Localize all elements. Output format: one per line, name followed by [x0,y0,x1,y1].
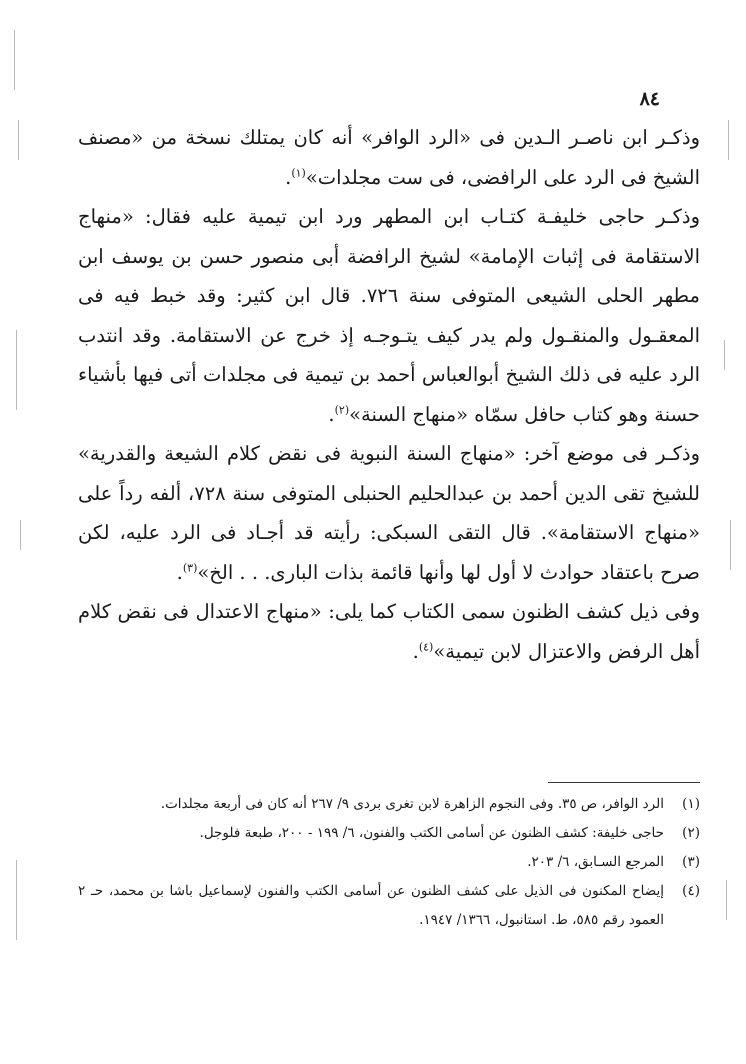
main-text [78,118,700,671]
paragraph-tail: . [285,165,292,189]
scan-edge-mark [730,520,731,570]
paragraph [78,592,700,671]
scan-edge-mark [726,880,727,920]
footnote-number: (٢) [682,825,700,841]
scan-edge-mark [18,120,19,160]
footnote-number: (٣) [682,854,700,870]
footnote [78,877,700,935]
paragraph-text: وذكـر حاجى خليفـة كتـاب ابن المطهر ورد ابن تيمية عليه فقال: «منهاج الاستقامة فى إثبات الإمامة» لشيخ الرافضة أبى منصور حسن بن يوسف ابن مطهر الحلى الشيعى المتوفى سنة ٧٢٦. قال ابن كثير: وقد خبط فيه فى المعقـول والمنقـول ولم يدر كيف يتـوجـه إذ خرج عن الاستقامة. وقد انتدب الرد عليه فى ذلك الشيخ أبوالعباس أحمد بن تيمية فى مجلدات أتى فيها بأشياء حسنة وهو كتاب حافل سمّاه «منهاج السنة» [78,205,700,426]
footnote-ref: (٣) [182,561,198,574]
scan-edge-mark [724,340,725,370]
paragraph-text: وفى ذيل كشف الظنون سمى الكتاب كما يلى: «منهاج الاعتدال فى نقض كلام أهل الرفض والاعتزال لابن تيمية» [78,600,700,663]
footnote-ref: (٢) [334,403,350,416]
footnote-separator [548,782,700,783]
scan-edge-mark [16,330,17,410]
footnote [78,848,700,877]
scan-edge-mark [16,860,17,940]
footnote-text: المرجع السـابق، ٦/ ٢٠٣. [527,854,664,870]
footnotes [78,790,700,935]
paragraph-text: وذكـر فى موضع آخر: «منهاج السنة النبوية فى نقض كلام الشيعة والقدرية» للشيخ تقى الدين أحمد بن عبدالحليم الحنبلى المتوفى سنة ٧٢٨، ألفه رداً على «منهاج الاستقامة». قال التقى السبكى: رأيته قد أجـاد فى الرد عليه، لكن صرح باعتقاد حوادث لا أول لها وأنها قائمة بذات البارى. . . الخ» [78,442,700,584]
paragraph [78,434,700,592]
footnote-text: إيضاح المكنون فى الذيل على كشف الظنون عن أسامى الكتب والفنون لإسماعيل باشا بن محمد، حـ ٢ العمود رقم ٥٨٥، ط. استانبول، ١٣٦٦/ ١٩٤٧. [78,883,664,928]
paragraph-tail: . [176,560,183,584]
scan-edge-mark [728,120,729,160]
paragraph-tail: . [328,402,335,426]
scan-edge-mark [14,30,15,90]
footnote-text: حاجى خليفة: كشف الظنون عن أسامى الكتب والفنون، ٦/ ١٩٩ - ٢٠٠، طبعة فلوجل. [199,825,664,841]
footnote [78,790,700,819]
footnote-ref: (٤) [418,640,434,653]
footnote-number: (٤) [682,883,700,899]
scan-edge-mark [20,520,21,550]
paragraph-tail: . [412,639,419,663]
footnote-number: (١) [682,796,700,812]
paragraph-text: وذكـر ابن ناصـر الـدين فى «الرد الوافر» أنه كان يمتلك نسخة من «مصنف الشيخ فى الرد على الرافضى، فى ست مجلدات» [78,126,700,189]
footnote-ref: (١) [291,166,306,179]
footnote-text: الرد الوافر، ص ٣٥. وفى النجوم الزاهرة لابن تغرى بردى ٩/ ٢٦٧ أنه كان فى أربعة مجلدات. [160,796,664,812]
footnote [78,819,700,848]
paragraph [78,118,700,197]
paragraph [78,197,700,434]
page-number: ٨٤ [639,88,660,110]
